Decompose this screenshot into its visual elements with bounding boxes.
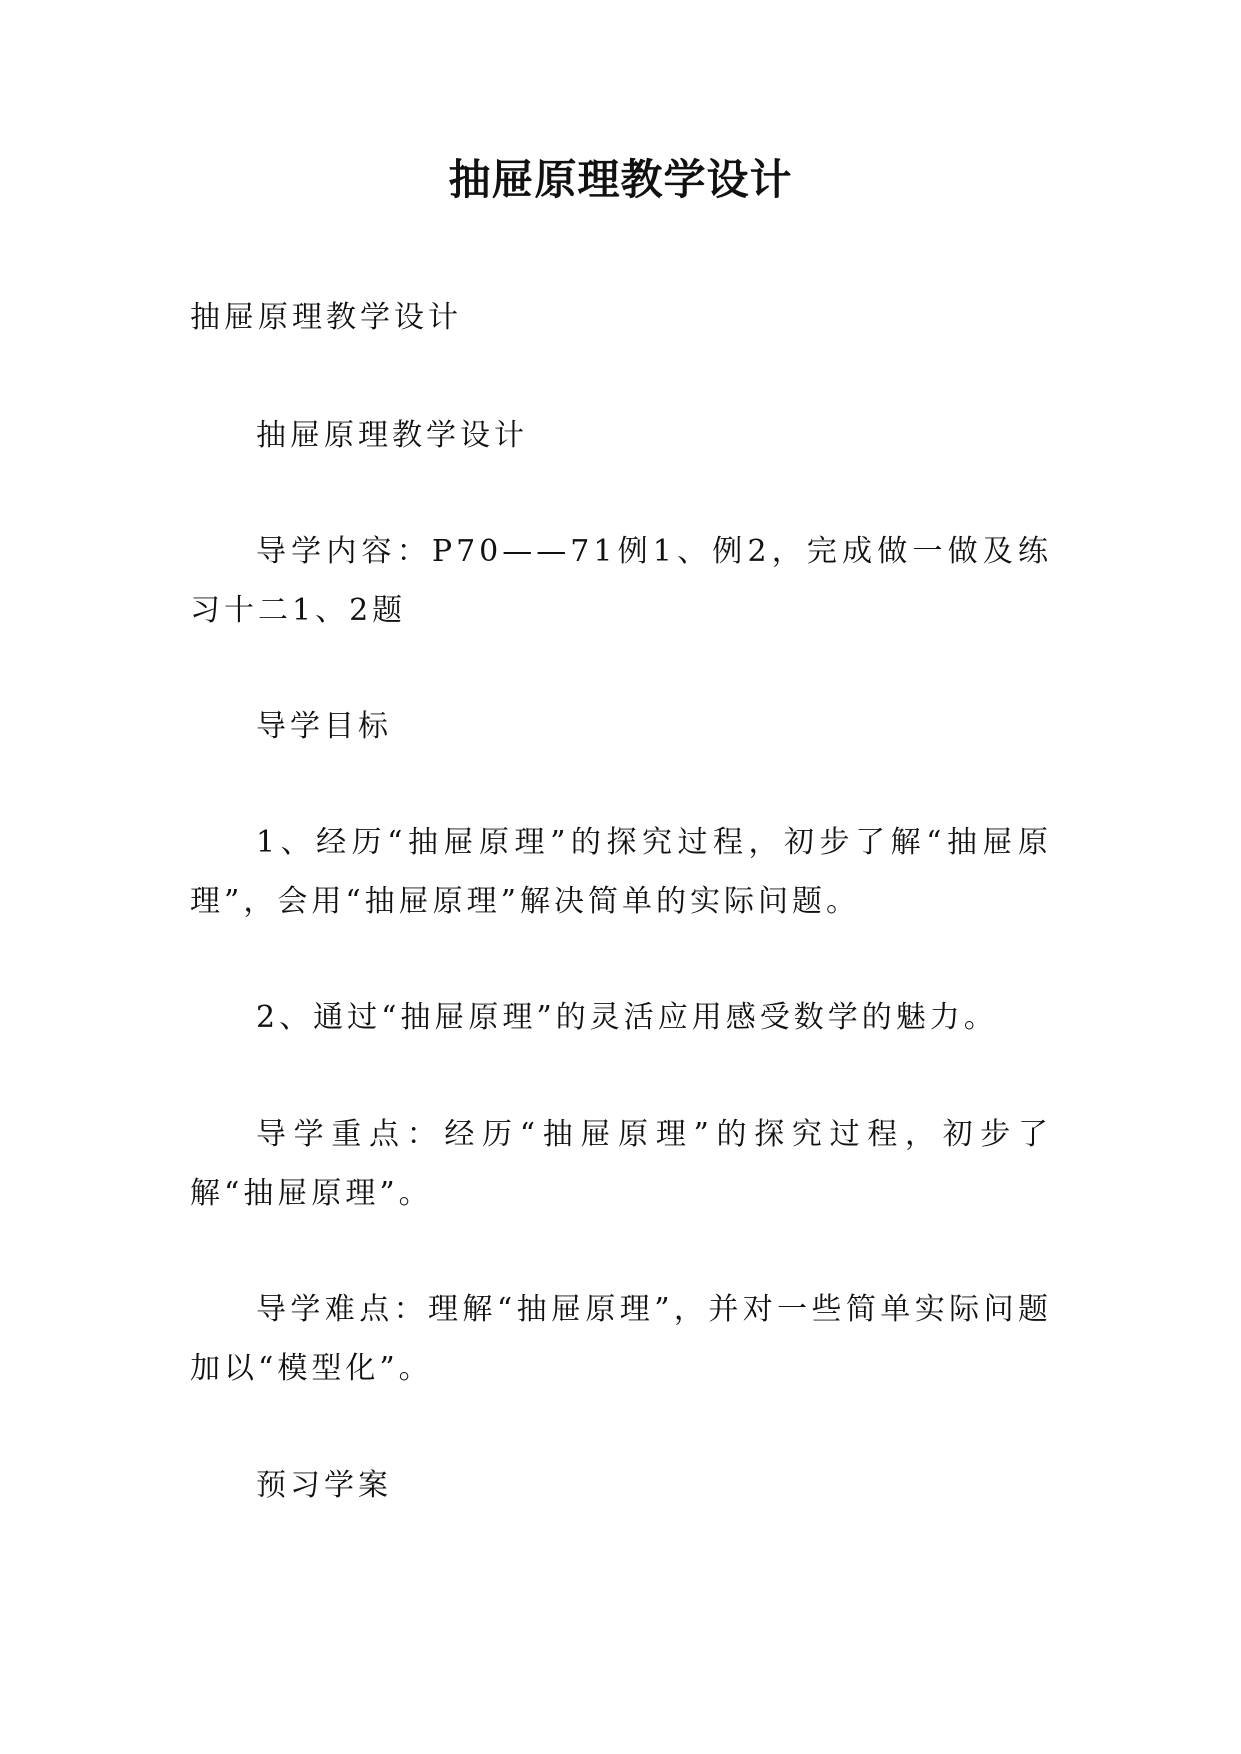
preview-heading: 预习学案 [256, 1468, 392, 1503]
document-title: 抽屉原理教学设计 [448, 155, 793, 204]
goal-item-1: 1、经历“抽屉原理”的探究过程，初步了解“抽屉原理”，会用“抽屉原理”解决简单的实际问题。 [190, 825, 1052, 919]
subtitle-paragraph: 抽屉原理教学设计 [256, 418, 528, 453]
goal-item-2: 2、通过“抽屉原理”的灵活应用感受数学的魅力。 [256, 1000, 998, 1035]
guide-content-paragraph: 导学内容：P70——71例1、例2，完成做一做及练习十二1、2题 [190, 534, 1052, 628]
difficulty-paragraph: 导学难点：理解“抽屉原理”，并对一些简单实际问题加以“模型化”。 [190, 1292, 1052, 1386]
intro-heading: 抽屉原理教学设计 [190, 300, 462, 335]
guide-goals-heading: 导学目标 [256, 709, 392, 744]
key-point-paragraph: 导学重点：经历“抽屉原理”的探究过程，初步了解“抽屉原理”。 [190, 1117, 1052, 1211]
